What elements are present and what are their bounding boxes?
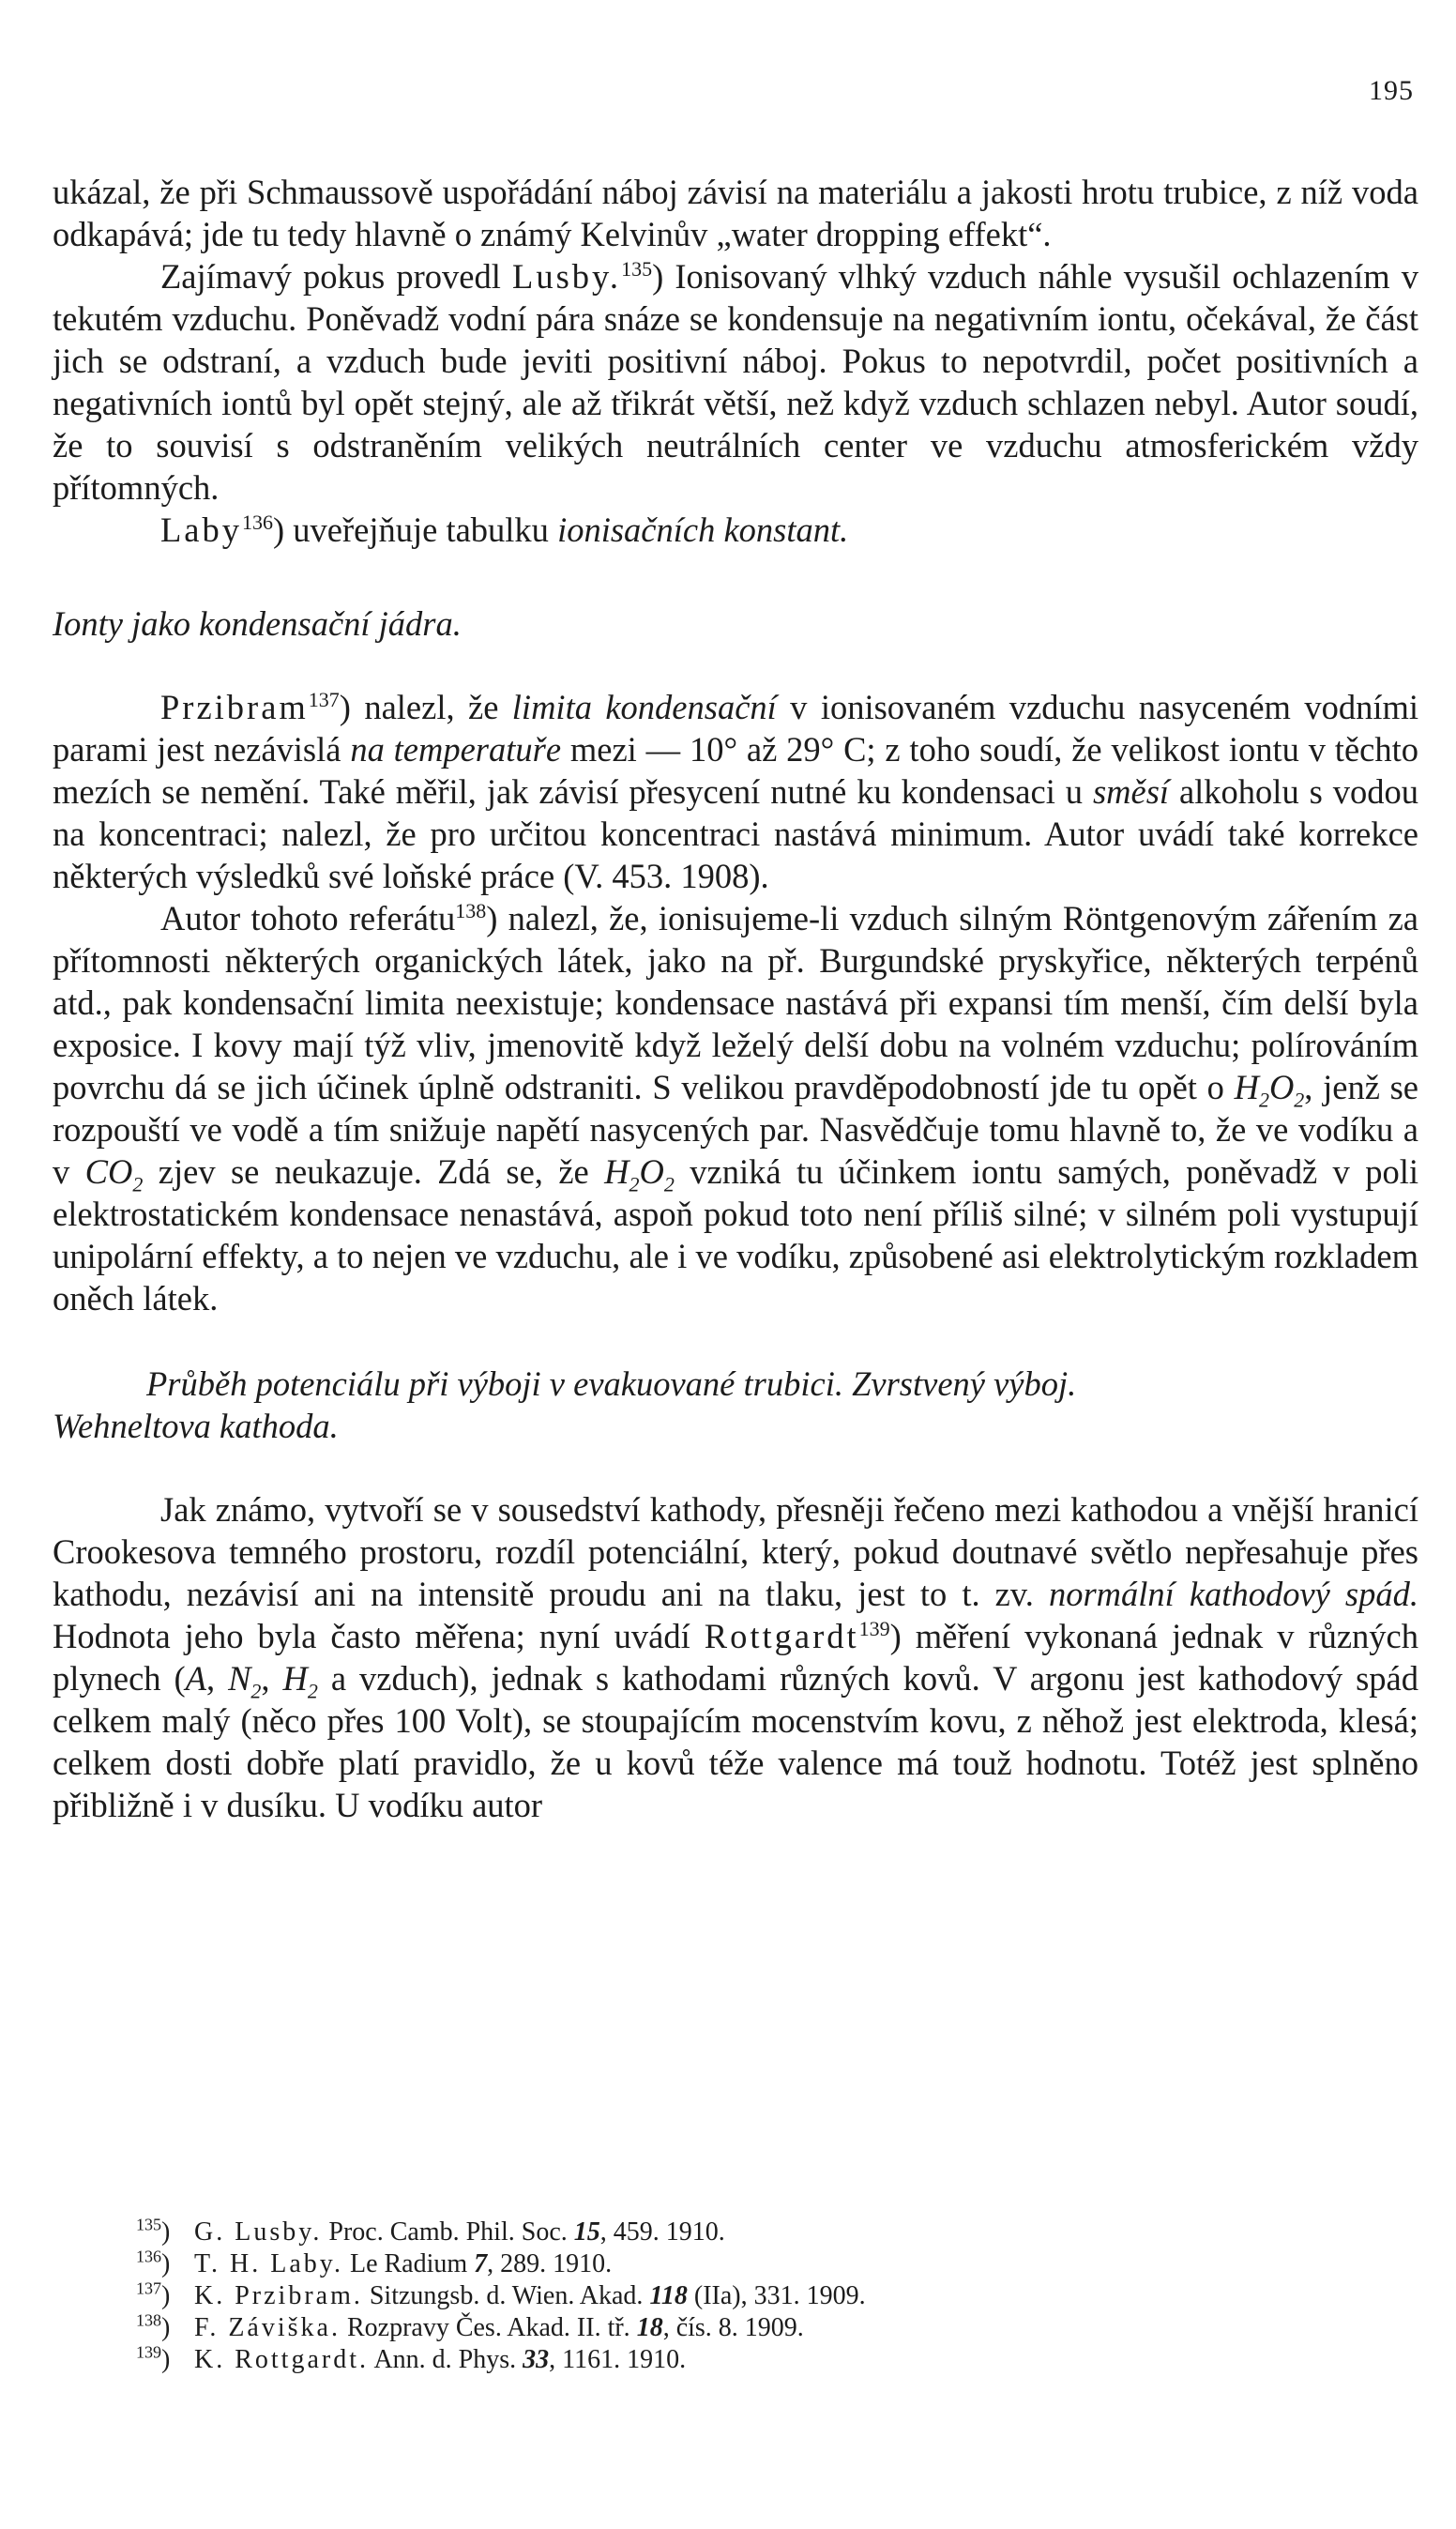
paragraph-referee — [53, 897, 1418, 1319]
footnote-text: , 1161. 1910. — [549, 2345, 687, 2374]
footnote — [136, 2312, 1356, 2344]
footnote-author: F. Záviška. — [194, 2313, 341, 2342]
text: ukázal, že při Schmaussově uspořádání náboj závisí na materiálu a jakosti hrotu trubice, z níž voda odkapává; jde tu tedy hlavně o známý Kelvinův „water dropping effekt“. — [53, 173, 1418, 253]
emphasis: na temperatuře — [350, 730, 562, 769]
footnote-text: Le Radium — [342, 2249, 475, 2278]
footnote-ref: 137 — [308, 687, 340, 711]
footnote-number-text: 137 — [136, 2278, 161, 2298]
text: v ionisovaném vzduchu nasyceném vodními parami jest nezávislá — [53, 688, 1418, 769]
footnote-author: G. Lusby. — [194, 2217, 323, 2247]
footnote-volume: 15 — [573, 2217, 600, 2247]
section-heading-line: Wehneltova kathoda. — [53, 1407, 339, 1445]
footnote-volume: 33 — [523, 2345, 550, 2374]
footnote — [136, 2344, 1356, 2376]
formula-part: N — [228, 1659, 251, 1698]
author-name: Przibram — [160, 688, 309, 726]
footnote-text: , 459. 1910. — [599, 2217, 725, 2247]
formula-sub: 2 — [1294, 1088, 1305, 1112]
footnote — [136, 2280, 1356, 2312]
formula — [282, 1659, 318, 1703]
formula-sub: 2 — [132, 1172, 144, 1196]
emphasis: ionisačních konstant. — [557, 510, 849, 549]
emphasis: směsí — [1092, 772, 1170, 811]
footnote-volume: 7 — [474, 2249, 488, 2278]
text: ) nalezl, že — [339, 688, 512, 726]
footnote-author: K. Przibram. — [194, 2281, 363, 2310]
formula-sub: 2 — [307, 1679, 318, 1703]
text: , — [205, 1659, 229, 1698]
section-heading-line: Průběh potenciálu při výboji v evakuované trubici. Zvrstvený výboj. — [146, 1364, 1077, 1403]
formula-sub: 2 — [250, 1679, 262, 1703]
formula-part: CO — [84, 1152, 133, 1191]
text: ) měření vykonaná jednak v různých plynech ( — [53, 1617, 1418, 1698]
footnote-text: (IIa), 331. 1909. — [687, 2281, 866, 2310]
text: zjev se neukazuje. Zdá se, že — [143, 1152, 605, 1191]
formula — [228, 1659, 262, 1703]
footnote-number: $^{139}$) — [136, 2342, 171, 2374]
footnote-ref: 136 — [242, 510, 273, 534]
text: alkoholu s vodou na koncentraci; nalezl, že pro určitou koncentraci nastává minimum. Autor uvádí také korrekce některých výsledků své loňské práce (V. 453. 1908). — [53, 772, 1419, 895]
footnote-volume: 118 — [649, 2281, 688, 2310]
formula-part: O — [1268, 1068, 1295, 1106]
text: mezi — 10° až 29° C; z toho soudí, že velikost iontu v těchto mezích se nemění. Také měřil, jak závisí přesycení nutné ku kondensaci u — [53, 730, 1418, 811]
text: Jak známo, vytvoří se v sousedství kathody, přesněji řečeno mezi kathodou a vnější hranicí Crookesova temného prostoru, rozdíl potenciální, který, pokud doutnavé světlo nepřesahuje přes kathodu, nezávisí ani na intensitě proudu ani na tlaku, jest to t. zv. — [53, 1490, 1418, 1613]
formula-sub: 2 — [1258, 1088, 1269, 1112]
footnote-ref: 135 — [621, 256, 653, 281]
formula: A — [185, 1659, 206, 1698]
page-number: 195 — [1369, 75, 1414, 106]
footnote-text: , čís. 8. 1909. — [662, 2313, 804, 2342]
footnote-author: K. Rottgardt. — [194, 2345, 369, 2374]
footnote-ref: 138 — [455, 898, 487, 922]
footnote-number: $^{138}$) — [136, 2310, 171, 2342]
formula-part: H — [1234, 1068, 1259, 1106]
footnote-number-text: 138 — [136, 2310, 161, 2330]
text: Autor tohoto referátu — [160, 899, 456, 937]
paragraph-laby — [53, 509, 1418, 551]
paragraph-kelvin-effect — [53, 171, 1418, 255]
author-name: Lusby. — [512, 257, 622, 296]
section-heading-ions-nuclei: Ionty jako kondensační jádra. — [53, 604, 462, 643]
formula — [1234, 1068, 1305, 1112]
footnote-number-text: 135 — [136, 2215, 161, 2234]
author-name: Rottgardt — [704, 1617, 859, 1655]
footnote-text: , 289. 1910. — [487, 2249, 613, 2278]
footnote-text: Proc. Camb. Phil. Soc. — [322, 2217, 574, 2247]
text: , — [261, 1659, 283, 1698]
footnote-number: $^{135}$) — [136, 2215, 171, 2247]
footnotes — [136, 2217, 1356, 2376]
text: , jenž se rozpouští ve vodě a tím snižuje napětí nasycených par. Nasvědčuje tomu hlavně to, že ve vodíku a v — [53, 1068, 1418, 1191]
footnote-number: $^{137}$) — [136, 2278, 171, 2310]
paragraph-lusby — [53, 255, 1418, 509]
footnote-volume: 18 — [636, 2313, 663, 2342]
footnote-text: Sitzungsb. d. Wien. Akad. — [362, 2281, 650, 2310]
footnote-number: $^{136}$) — [136, 2247, 171, 2278]
formula-part: O — [639, 1152, 664, 1191]
emphasis: normální kathodový spád. — [1048, 1575, 1418, 1613]
paragraph-cathode-fall — [53, 1488, 1418, 1826]
emphasis: limita kondensační — [511, 688, 777, 726]
section-heading-discharge — [53, 1363, 1418, 1447]
text: Hodnota jeho byla často měřena; nyní uvádí — [53, 1617, 705, 1655]
formula — [604, 1152, 675, 1196]
paragraph-przibram — [53, 686, 1418, 897]
footnote-ref: 139 — [858, 1616, 890, 1640]
footnote — [136, 2248, 1356, 2280]
footnote-number-text: 136 — [136, 2247, 161, 2266]
article-body — [53, 171, 1418, 1826]
text: ) Ionisovaný vlhký vzduch náhle vysušil ochlazením v tekutém vzduchu. Poněvadž vodní pára snáze se kondensuje na negativním iontu, očekával, že část jich se odstraní, a vzduch bude jeviti positivní náboj. Pokus to nepotvrdil, počet positivních a negativních iontů byl opět stejný, ale až třikrát větší, než když vzduch schlazen nebyl. Autor soudí, že to souvisí s odstraněním velikých neutrálních center ve vzduchu atmosferickém vždy přítomných. — [53, 257, 1418, 507]
footnote-number-text: 139 — [136, 2342, 161, 2362]
text: ) nalezl, že, ionisujeme-li vzduch silným Röntgenovým zářením za přítomnosti některých organických látek, jako na př. Burgundské pryskyřice, některých terpénů atd., pak kondensační limita neexistuje; kondensace nastává při expansi tím menší, čím delší byla exposice. I kovy mají týž vliv, jmenovitě když leželý delší dobu na volném vzduchu; polírováním povrchu dá se jich účinek úplně odstraniti. S velikou pravděpodobností jde tu opět o — [53, 899, 1418, 1106]
formula-sub: 2 — [629, 1172, 640, 1196]
text: Zajímavý pokus provedl — [160, 257, 513, 296]
text: ) uveřejňuje tabulku — [273, 510, 558, 549]
footnote-text: Ann. d. Phys. — [369, 2345, 523, 2374]
formula-part: H — [282, 1659, 308, 1698]
footnote-text: Rozpravy Čes. Akad. II. tř. — [340, 2313, 637, 2342]
text: vzniká tu účinkem iontu samých, poněvadž v poli elektrostatickém kondensace nenastává, aspoň pokud toto není příliš silné; v silném poli vystupují unipolární effekty, a to nejen ve vzduchu, ale i ve vodíku, způsobené asi elektrolytickým rozkladem oněch látek. — [53, 1152, 1418, 1318]
formula — [84, 1152, 144, 1196]
footnote — [136, 2217, 1356, 2248]
formula-part: H — [604, 1152, 629, 1191]
text: a vzduch), jednak s kathodami různých kovů. V argonu jest kathodový spád celkem malý (něco přes 100 Volt), se stoupajícím mocenstvím kovu, z něhož jest elektroda, klesá; celkem dosti dobře platí pravidlo, že u kovů téže valence má touž hodnotu. Totéž jest splněno přibližně i v dusíku. U vodíku autor — [53, 1659, 1419, 1824]
footnote-author: T. H. Laby. — [194, 2249, 343, 2278]
author-name: Laby — [160, 510, 242, 549]
formula-sub: 2 — [663, 1172, 675, 1196]
